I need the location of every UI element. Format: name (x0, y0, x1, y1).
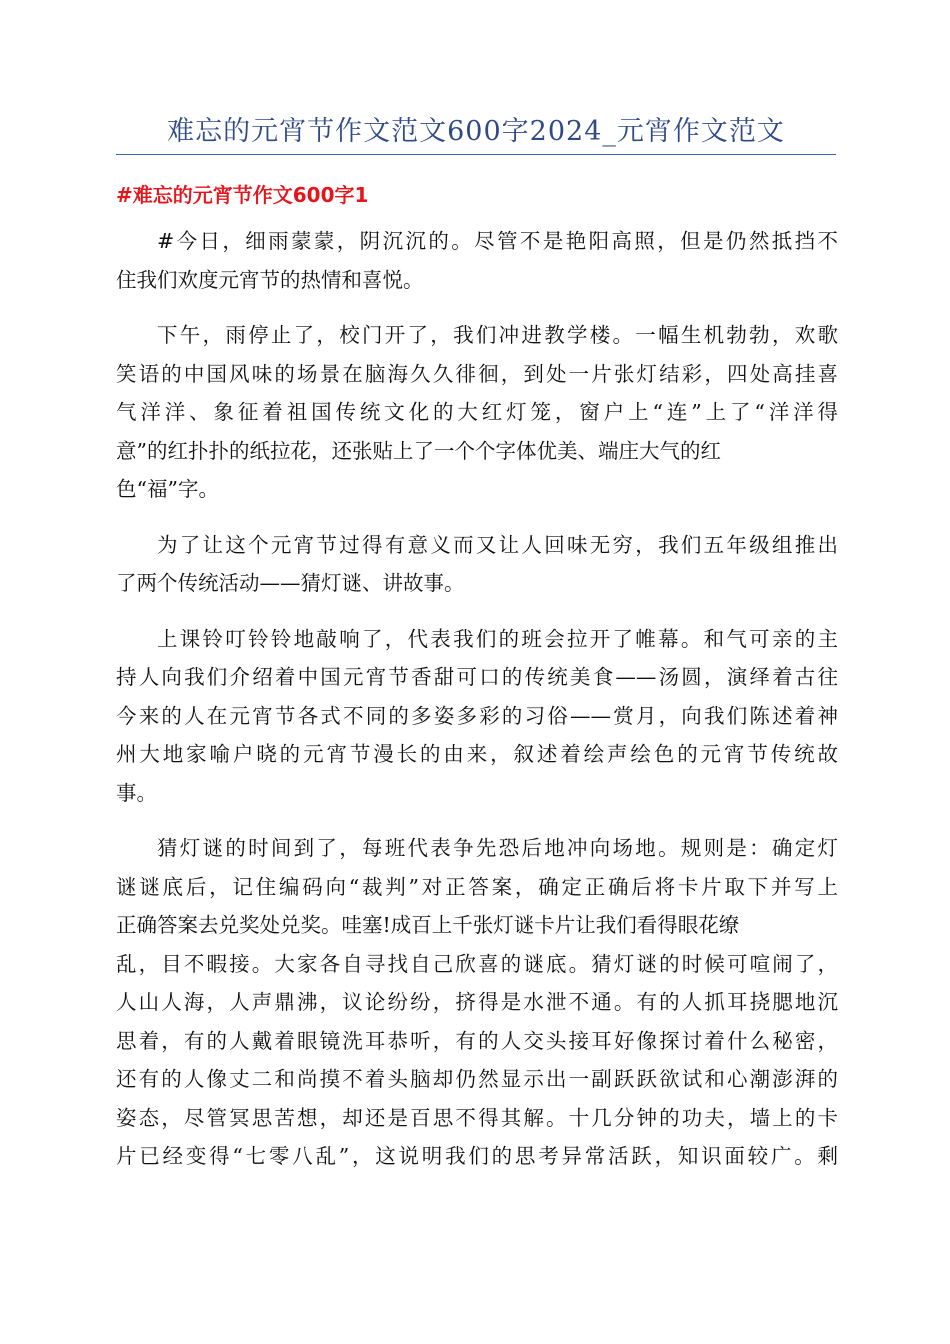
text-line: 州大地家喻户晓的元宵节漫长的由来，叙述着绘声绘色的元宵节传统故 (116, 742, 838, 766)
text-line: 人山人海，人声鼎沸，议论纷纷，挤得是水泄不通。有的人抓耳挠腮地沉 (116, 990, 838, 1014)
text-line: 还有的人像丈二和尚摸不着头脑却仍然显示出一副跃跃欲试和心潮澎湃的 (116, 1067, 838, 1091)
section-heading: #难忘的元宵节作文600字1 (116, 183, 369, 207)
text-line: 思着，有的人戴着眼镜洗耳恭听，有的人交头接耳好像探讨着什么秘密， (116, 1028, 838, 1053)
text-line: 谜谜底后，记住编码向“裁判”对正答案，确定正确后将卡片取下并写上 (116, 874, 838, 899)
title-underline (116, 154, 836, 155)
text-line: 了两个传统活动——猜灯谜、讲故事。 (116, 571, 465, 595)
text-line: 今来的人在元宵节各式不同的多姿多彩的习俗——赏月，向我们陈述着神 (116, 703, 838, 728)
text-line: 持人向我们介绍着中国元宵节香甜可口的传统美食——汤圆，演绎着古往 (116, 665, 838, 689)
text-line: 猜灯谜的时间到了，每班代表争先恐后地冲向场地。规则是：确定灯 (157, 836, 838, 860)
text-line: #今日，细雨蒙蒙，阴沉沉的。尽管不是艳阳高照，但是仍然抵挡不 (157, 229, 838, 253)
paragraph (116, 620, 838, 813)
paragraph (116, 316, 838, 509)
text-line: 上课铃叮铃铃地敲响了，代表我们的班会拉开了帷幕。和气可亲的主 (157, 626, 838, 651)
text-line: 事。 (116, 780, 157, 805)
text-line: 正确答案去兑奖处兑奖。哇塞!成百上千张灯谜卡片让我们看得眼花缭 (116, 913, 740, 937)
text-line: 气洋洋、象征着祖国传统文化的大红灯笼，窗户上“连”上了“洋洋得 (116, 400, 838, 424)
text-line: 乱，目不暇接。大家各自寻找自己欣喜的谜底。猜灯谜的时候可喧闹了， (116, 951, 838, 976)
paragraph (116, 526, 838, 603)
text-line: 下午，雨停止了，校门开了，我们冲进教学楼。一幅生机勃勃，欢歌 (157, 323, 838, 347)
text-line: 片已经变得“七零八乱”，这说明我们的思考异常活跃，知识面较广。剩 (116, 1144, 838, 1168)
paragraph (116, 829, 838, 1176)
text-line: 姿态，尽管冥思苦想，却还是百思不得其解。十几分钟的功夫，墙上的卡 (116, 1105, 838, 1130)
paragraph (116, 222, 838, 299)
text-line: 意”的红扑扑的纸拉花，还张贴上了一个个字体优美、端庄大气的红 (116, 438, 721, 463)
document-body (116, 222, 838, 1193)
text-line: 为了让这个元宵节过得有意义而又让人回味无穷，我们五年级组推出 (157, 532, 838, 557)
text-line: 笑语的中国风味的场景在脑海久久徘徊，到处一片张灯结彩，四处高挂喜 (116, 361, 838, 386)
text-line: 色“福”字。 (116, 477, 219, 501)
text-line: 住我们欢度元宵节的热情和喜悦。 (116, 267, 424, 292)
document-title: 难忘的元宵节作文范文600字2024_元宵作文范文 (167, 116, 785, 147)
